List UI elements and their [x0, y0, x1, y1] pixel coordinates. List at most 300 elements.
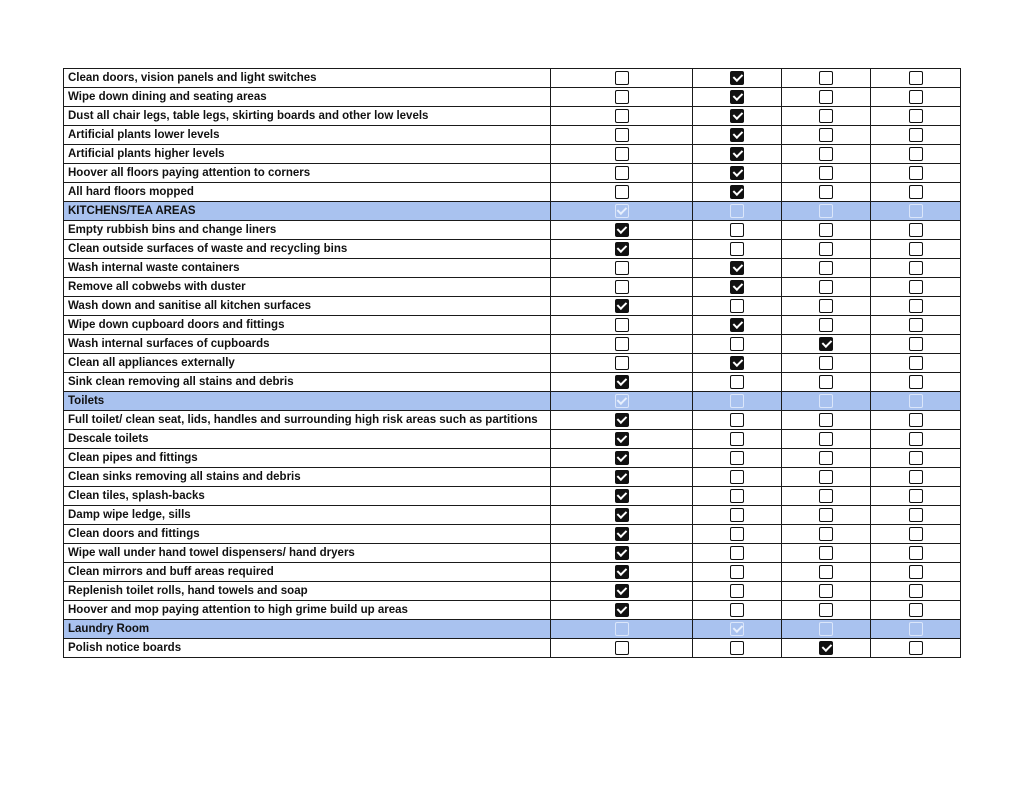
checkbox-cell — [693, 278, 782, 297]
checkbox-cell — [693, 240, 782, 259]
checkbox-cell — [871, 563, 961, 582]
checkbox-cell — [551, 620, 693, 639]
checkbox-cell — [551, 240, 693, 259]
checkbox-cell — [551, 316, 693, 335]
task-label: Clean doors, vision panels and light switches — [64, 69, 551, 88]
checkbox-cell — [782, 525, 871, 544]
task-label: Wipe wall under hand towel dispensers/ hand dryers — [64, 544, 551, 563]
checkbox-cell — [693, 316, 782, 335]
checkbox-cell — [871, 506, 961, 525]
unchecked-checkbox-icon[interactable] — [909, 413, 923, 427]
table-row — [64, 468, 961, 487]
checkbox-cell — [782, 107, 871, 126]
task-label: Sink clean removing all stains and debris — [64, 373, 551, 392]
unchecked-checkbox-icon[interactable] — [730, 375, 744, 389]
checkbox-cell — [782, 335, 871, 354]
checkbox-cell — [551, 639, 693, 658]
checkbox-cell — [871, 449, 961, 468]
checkbox-cell — [871, 316, 961, 335]
checked-checkbox-icon[interactable] — [730, 109, 744, 123]
unchecked-checkbox-icon[interactable] — [819, 90, 833, 104]
checked-checkbox-icon[interactable] — [615, 546, 629, 560]
checkbox-cell — [782, 392, 871, 411]
checkbox-cell — [551, 278, 693, 297]
checked-checkbox-icon[interactable] — [615, 299, 629, 313]
unchecked-checkbox-icon[interactable] — [909, 584, 923, 598]
table-row — [64, 297, 961, 316]
unchecked-checkbox-icon[interactable] — [730, 603, 744, 617]
unchecked-checkbox-icon[interactable] — [909, 508, 923, 522]
unchecked-checkbox-icon[interactable] — [909, 299, 923, 313]
checkbox-cell — [693, 392, 782, 411]
checkbox-cell — [551, 525, 693, 544]
table-row — [64, 126, 961, 145]
checkbox-cell — [693, 164, 782, 183]
unchecked-checkbox-icon[interactable] — [615, 641, 629, 655]
checkbox-cell — [693, 544, 782, 563]
unchecked-checkbox-icon[interactable] — [819, 185, 833, 199]
checkbox-cell — [782, 69, 871, 88]
task-label: All hard floors mopped — [64, 183, 551, 202]
checkbox-cell — [782, 88, 871, 107]
checkbox-cell — [871, 69, 961, 88]
checked-checkbox-icon[interactable] — [615, 508, 629, 522]
checkbox-cell — [871, 373, 961, 392]
table-row — [64, 88, 961, 107]
unchecked-checkbox-icon[interactable] — [819, 622, 833, 636]
task-label: Wipe down dining and seating areas — [64, 88, 551, 107]
unchecked-checkbox-icon[interactable] — [909, 337, 923, 351]
table-row — [64, 449, 961, 468]
checkbox-cell — [693, 430, 782, 449]
checkbox-cell — [782, 164, 871, 183]
checkbox-cell — [782, 601, 871, 620]
table-row — [64, 335, 961, 354]
checked-checkbox-icon[interactable] — [730, 128, 744, 142]
unchecked-checkbox-icon[interactable] — [730, 470, 744, 484]
unchecked-checkbox-icon[interactable] — [909, 318, 923, 332]
checked-checkbox-icon[interactable] — [615, 223, 629, 237]
checkbox-cell — [871, 164, 961, 183]
unchecked-checkbox-icon[interactable] — [909, 223, 923, 237]
unchecked-checkbox-icon[interactable] — [819, 280, 833, 294]
unchecked-checkbox-icon[interactable] — [909, 90, 923, 104]
unchecked-checkbox-icon[interactable] — [615, 90, 629, 104]
checked-checkbox-icon[interactable] — [730, 318, 744, 332]
checkbox-cell — [871, 278, 961, 297]
task-label: Wash internal waste containers — [64, 259, 551, 278]
task-label: Wipe down cupboard doors and fittings — [64, 316, 551, 335]
unchecked-checkbox-icon[interactable] — [615, 71, 629, 85]
unchecked-checkbox-icon[interactable] — [730, 204, 744, 218]
table-row — [64, 487, 961, 506]
checkbox-cell — [693, 563, 782, 582]
unchecked-checkbox-icon[interactable] — [730, 565, 744, 579]
table-row — [64, 544, 961, 563]
unchecked-checkbox-icon[interactable] — [615, 337, 629, 351]
checkbox-cell — [871, 126, 961, 145]
checkbox-cell — [551, 411, 693, 430]
checkbox-cell — [693, 506, 782, 525]
unchecked-checkbox-icon[interactable] — [730, 508, 744, 522]
checkbox-cell — [782, 183, 871, 202]
unchecked-checkbox-icon[interactable] — [730, 584, 744, 598]
table-row — [64, 240, 961, 259]
unchecked-checkbox-icon[interactable] — [909, 356, 923, 370]
checkbox-cell — [782, 563, 871, 582]
unchecked-checkbox-icon[interactable] — [819, 527, 833, 541]
unchecked-checkbox-icon[interactable] — [615, 147, 629, 161]
unchecked-checkbox-icon[interactable] — [909, 375, 923, 389]
unchecked-checkbox-icon[interactable] — [819, 128, 833, 142]
checked-checkbox-icon[interactable] — [730, 166, 744, 180]
checkbox-cell — [693, 335, 782, 354]
checkbox-cell — [782, 506, 871, 525]
unchecked-checkbox-icon[interactable] — [909, 128, 923, 142]
unchecked-checkbox-icon[interactable] — [819, 546, 833, 560]
table-row — [64, 221, 961, 240]
task-label: Clean outside surfaces of waste and recycling bins — [64, 240, 551, 259]
task-label: Clean mirrors and buff areas required — [64, 563, 551, 582]
checkbox-cell — [551, 126, 693, 145]
task-label: Clean sinks removing all stains and debris — [64, 468, 551, 487]
table-row — [64, 69, 961, 88]
checkbox-cell — [693, 487, 782, 506]
checked-checkbox-icon[interactable] — [615, 432, 629, 446]
unchecked-checkbox-icon[interactable] — [730, 451, 744, 465]
checkbox-cell — [551, 582, 693, 601]
task-label: Clean doors and fittings — [64, 525, 551, 544]
checkbox-cell — [693, 468, 782, 487]
checkbox-cell — [693, 620, 782, 639]
checked-checkbox-icon[interactable] — [615, 565, 629, 579]
checkbox-cell — [551, 335, 693, 354]
table-row — [64, 563, 961, 582]
checkbox-cell — [693, 183, 782, 202]
task-label: Wash internal surfaces of cupboards — [64, 335, 551, 354]
checkbox-cell — [871, 145, 961, 164]
task-label: Dust all chair legs, table legs, skirting boards and other low levels — [64, 107, 551, 126]
checkbox-cell — [693, 639, 782, 658]
checkbox-cell — [693, 202, 782, 221]
task-label: Hoover all floors paying attention to corners — [64, 164, 551, 183]
unchecked-checkbox-icon[interactable] — [909, 641, 923, 655]
unchecked-checkbox-icon[interactable] — [909, 432, 923, 446]
unchecked-checkbox-icon[interactable] — [819, 356, 833, 370]
checkbox-cell — [782, 316, 871, 335]
checkbox-cell — [551, 430, 693, 449]
checkbox-cell — [782, 582, 871, 601]
unchecked-checkbox-icon[interactable] — [909, 451, 923, 465]
unchecked-checkbox-icon[interactable] — [730, 546, 744, 560]
unchecked-checkbox-icon[interactable] — [909, 261, 923, 275]
table-row — [64, 582, 961, 601]
checked-checkbox-icon[interactable] — [615, 242, 629, 256]
unchecked-checkbox-icon[interactable] — [730, 641, 744, 655]
unchecked-checkbox-icon[interactable] — [819, 71, 833, 85]
unchecked-checkbox-icon[interactable] — [615, 185, 629, 199]
unchecked-checkbox-icon[interactable] — [819, 413, 833, 427]
unchecked-checkbox-icon[interactable] — [819, 432, 833, 446]
table-row — [64, 601, 961, 620]
unchecked-checkbox-icon[interactable] — [909, 204, 923, 218]
checkbox-cell — [782, 278, 871, 297]
table-row — [64, 506, 961, 525]
checked-checkbox-icon[interactable] — [615, 451, 629, 465]
section-header-row — [64, 202, 961, 221]
unchecked-checkbox-icon[interactable] — [819, 394, 833, 408]
unchecked-checkbox-icon[interactable] — [615, 622, 629, 636]
task-label: Damp wipe ledge, sills — [64, 506, 551, 525]
table-row — [64, 107, 961, 126]
table-row — [64, 259, 961, 278]
checked-checkbox-icon[interactable] — [615, 603, 629, 617]
checkbox-cell — [782, 126, 871, 145]
unchecked-checkbox-icon[interactable] — [819, 223, 833, 237]
unchecked-checkbox-icon[interactable] — [819, 261, 833, 275]
unchecked-checkbox-icon[interactable] — [819, 508, 833, 522]
unchecked-checkbox-icon[interactable] — [909, 109, 923, 123]
checkbox-cell — [871, 107, 961, 126]
checked-checkbox-icon[interactable] — [615, 204, 629, 218]
checkbox-cell — [693, 411, 782, 430]
checked-checkbox-icon[interactable] — [730, 147, 744, 161]
checkbox-cell — [782, 639, 871, 658]
checkbox-cell — [782, 297, 871, 316]
unchecked-checkbox-icon[interactable] — [819, 565, 833, 579]
unchecked-checkbox-icon[interactable] — [819, 166, 833, 180]
unchecked-checkbox-icon[interactable] — [730, 242, 744, 256]
checkbox-cell — [693, 373, 782, 392]
checkbox-cell — [551, 506, 693, 525]
task-label: Remove all cobwebs with duster — [64, 278, 551, 297]
checkbox-cell — [871, 202, 961, 221]
checkbox-cell — [551, 164, 693, 183]
checkbox-cell — [782, 259, 871, 278]
checked-checkbox-icon[interactable] — [615, 470, 629, 484]
checkbox-cell — [782, 354, 871, 373]
checked-checkbox-icon[interactable] — [615, 489, 629, 503]
checkbox-cell — [871, 582, 961, 601]
checkbox-cell — [871, 525, 961, 544]
checkbox-cell — [871, 544, 961, 563]
table-row — [64, 525, 961, 544]
unchecked-checkbox-icon[interactable] — [819, 242, 833, 256]
checkbox-cell — [693, 259, 782, 278]
checked-checkbox-icon[interactable] — [615, 584, 629, 598]
unchecked-checkbox-icon[interactable] — [730, 413, 744, 427]
task-label: Clean all appliances externally — [64, 354, 551, 373]
checkbox-cell — [693, 582, 782, 601]
task-label: Wash down and sanitise all kitchen surfaces — [64, 297, 551, 316]
checkbox-cell — [693, 145, 782, 164]
task-label: Polish notice boards — [64, 639, 551, 658]
section-title: KITCHENS/TEA AREAS — [64, 202, 551, 221]
checked-checkbox-icon[interactable] — [615, 394, 629, 408]
unchecked-checkbox-icon[interactable] — [909, 565, 923, 579]
unchecked-checkbox-icon[interactable] — [819, 204, 833, 218]
unchecked-checkbox-icon[interactable] — [615, 261, 629, 275]
checkbox-cell — [551, 449, 693, 468]
section-header-row — [64, 392, 961, 411]
unchecked-checkbox-icon[interactable] — [909, 242, 923, 256]
checkbox-cell — [693, 69, 782, 88]
checked-checkbox-icon[interactable] — [730, 71, 744, 85]
task-label: Artificial plants higher levels — [64, 145, 551, 164]
unchecked-checkbox-icon[interactable] — [909, 185, 923, 199]
task-label: Clean pipes and fittings — [64, 449, 551, 468]
checkbox-cell — [871, 183, 961, 202]
unchecked-checkbox-icon[interactable] — [730, 489, 744, 503]
checkbox-cell — [871, 639, 961, 658]
checkbox-cell — [782, 449, 871, 468]
checkbox-cell — [551, 487, 693, 506]
checkbox-cell — [871, 601, 961, 620]
unchecked-checkbox-icon[interactable] — [909, 147, 923, 161]
unchecked-checkbox-icon[interactable] — [730, 432, 744, 446]
checked-checkbox-icon[interactable] — [730, 261, 744, 275]
section-title: Laundry Room — [64, 620, 551, 639]
checkbox-cell — [782, 487, 871, 506]
task-label: Replenish toilet rolls, hand towels and soap — [64, 582, 551, 601]
unchecked-checkbox-icon[interactable] — [615, 356, 629, 370]
unchecked-checkbox-icon[interactable] — [730, 337, 744, 351]
unchecked-checkbox-icon[interactable] — [819, 451, 833, 465]
checkbox-cell — [871, 620, 961, 639]
checkbox-cell — [551, 601, 693, 620]
checkbox-cell — [693, 221, 782, 240]
checkbox-cell — [782, 240, 871, 259]
unchecked-checkbox-icon[interactable] — [909, 603, 923, 617]
checked-checkbox-icon[interactable] — [615, 527, 629, 541]
checkbox-cell — [782, 202, 871, 221]
task-label: Clean tiles, splash-backs — [64, 487, 551, 506]
unchecked-checkbox-icon[interactable] — [819, 109, 833, 123]
checkbox-cell — [871, 88, 961, 107]
checkbox-cell — [551, 544, 693, 563]
table-row — [64, 639, 961, 658]
checked-checkbox-icon[interactable] — [819, 337, 833, 351]
unchecked-checkbox-icon[interactable] — [819, 489, 833, 503]
checkbox-cell — [693, 297, 782, 316]
unchecked-checkbox-icon[interactable] — [730, 299, 744, 313]
unchecked-checkbox-icon[interactable] — [819, 147, 833, 161]
checkbox-cell — [782, 145, 871, 164]
checkbox-cell — [871, 392, 961, 411]
checkbox-cell — [693, 354, 782, 373]
table-row — [64, 145, 961, 164]
checked-checkbox-icon[interactable] — [730, 356, 744, 370]
task-label: Artificial plants lower levels — [64, 126, 551, 145]
checkbox-cell — [782, 620, 871, 639]
table-row — [64, 411, 961, 430]
checkbox-cell — [782, 544, 871, 563]
table-row — [64, 164, 961, 183]
unchecked-checkbox-icon[interactable] — [615, 318, 629, 332]
checkbox-cell — [551, 88, 693, 107]
checkbox-cell — [693, 601, 782, 620]
task-label: Full toilet/ clean seat, lids, handles and surrounding high risk areas such as partitions — [64, 411, 551, 430]
unchecked-checkbox-icon[interactable] — [819, 584, 833, 598]
unchecked-checkbox-icon[interactable] — [909, 470, 923, 484]
unchecked-checkbox-icon[interactable] — [819, 299, 833, 313]
table-row — [64, 183, 961, 202]
checkbox-cell — [693, 107, 782, 126]
checkbox-cell — [551, 69, 693, 88]
checkbox-cell — [782, 411, 871, 430]
checked-checkbox-icon[interactable] — [615, 375, 629, 389]
unchecked-checkbox-icon[interactable] — [615, 166, 629, 180]
table-row — [64, 373, 961, 392]
section-header-row — [64, 620, 961, 639]
checkbox-cell — [782, 221, 871, 240]
unchecked-checkbox-icon[interactable] — [909, 527, 923, 541]
unchecked-checkbox-icon[interactable] — [909, 622, 923, 636]
checkbox-cell — [551, 297, 693, 316]
checkbox-cell — [551, 183, 693, 202]
unchecked-checkbox-icon[interactable] — [909, 71, 923, 85]
checkbox-cell — [693, 449, 782, 468]
checkbox-cell — [871, 430, 961, 449]
unchecked-checkbox-icon[interactable] — [909, 166, 923, 180]
unchecked-checkbox-icon[interactable] — [730, 394, 744, 408]
table-row — [64, 430, 961, 449]
checkbox-cell — [551, 221, 693, 240]
unchecked-checkbox-icon[interactable] — [819, 470, 833, 484]
checkbox-cell — [693, 88, 782, 107]
table-row — [64, 278, 961, 297]
checkbox-cell — [871, 240, 961, 259]
unchecked-checkbox-icon[interactable] — [819, 603, 833, 617]
unchecked-checkbox-icon[interactable] — [730, 223, 744, 237]
checked-checkbox-icon[interactable] — [730, 185, 744, 199]
checkbox-cell — [782, 468, 871, 487]
table-row — [64, 354, 961, 373]
checkbox-cell — [871, 259, 961, 278]
unchecked-checkbox-icon[interactable] — [909, 394, 923, 408]
section-title: Toilets — [64, 392, 551, 411]
checked-checkbox-icon[interactable] — [730, 622, 744, 636]
checkbox-cell — [551, 107, 693, 126]
checkbox-cell — [693, 525, 782, 544]
checkbox-cell — [551, 259, 693, 278]
checkbox-cell — [551, 468, 693, 487]
task-label: Descale toilets — [64, 430, 551, 449]
unchecked-checkbox-icon[interactable] — [615, 128, 629, 142]
checkbox-cell — [693, 126, 782, 145]
checked-checkbox-icon[interactable] — [730, 280, 744, 294]
unchecked-checkbox-icon[interactable] — [909, 546, 923, 560]
unchecked-checkbox-icon[interactable] — [909, 489, 923, 503]
checkbox-cell — [551, 145, 693, 164]
checkbox-cell — [782, 430, 871, 449]
checked-checkbox-icon[interactable] — [730, 90, 744, 104]
cleaning-schedule-table — [63, 68, 961, 658]
unchecked-checkbox-icon[interactable] — [819, 375, 833, 389]
checkbox-cell — [551, 563, 693, 582]
unchecked-checkbox-icon[interactable] — [730, 527, 744, 541]
checkbox-cell — [871, 335, 961, 354]
checked-checkbox-icon[interactable] — [819, 641, 833, 655]
unchecked-checkbox-icon[interactable] — [909, 280, 923, 294]
checkbox-cell — [871, 221, 961, 240]
checkbox-cell — [551, 392, 693, 411]
unchecked-checkbox-icon[interactable] — [819, 318, 833, 332]
unchecked-checkbox-icon[interactable] — [615, 280, 629, 294]
table-row — [64, 316, 961, 335]
checked-checkbox-icon[interactable] — [615, 413, 629, 427]
unchecked-checkbox-icon[interactable] — [615, 109, 629, 123]
